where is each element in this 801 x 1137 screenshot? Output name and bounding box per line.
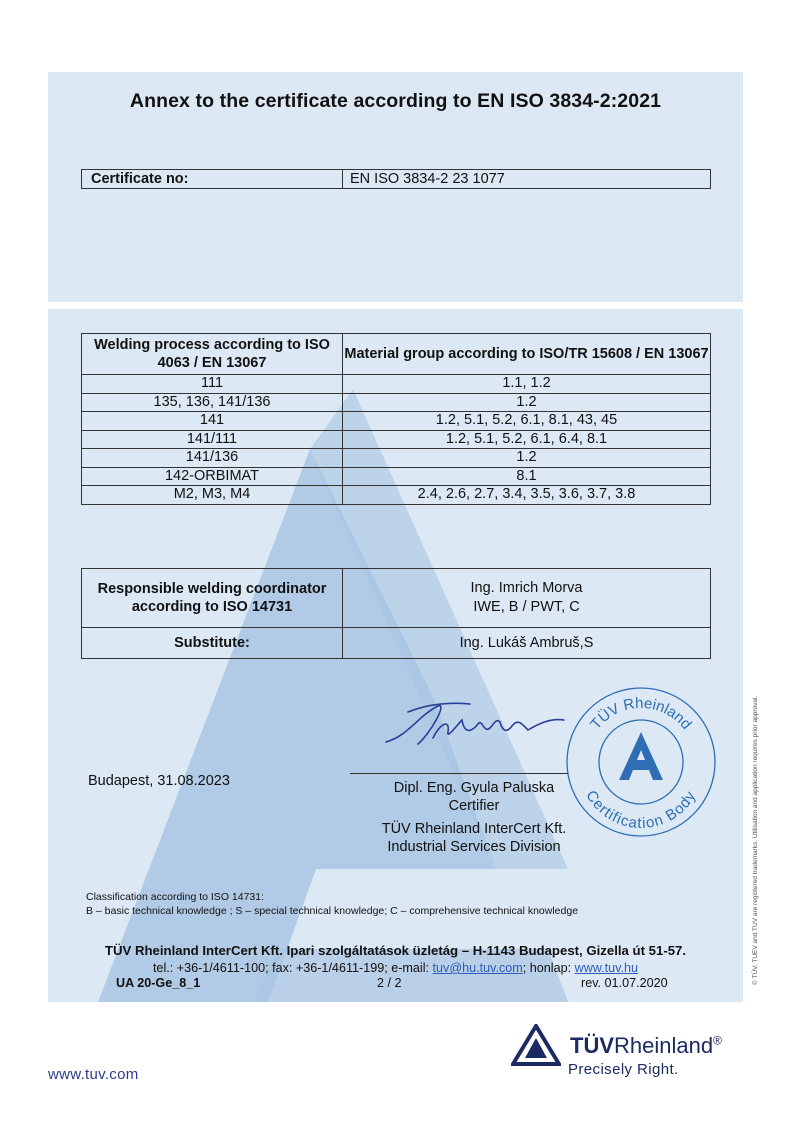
brand-name-regular: Rheinland <box>614 1033 714 1058</box>
brand-slogan: Precisely Right. <box>568 1061 679 1078</box>
table-row <box>82 375 711 394</box>
material-cell: 1.1, 1.2 <box>343 375 711 394</box>
material-cell: 2.4, 2.6, 2.7, 3.4, 3.5, 3.6, 3.7, 3.8 <box>343 486 711 505</box>
revision: rev. 01.07.2020 <box>581 976 668 990</box>
coordinator-qualification: IWE, B / PWT, C <box>473 599 580 615</box>
signature-line <box>350 773 568 774</box>
signer-role: Certifier <box>448 798 500 814</box>
process-cell: 142-ORBIMAT <box>82 467 343 486</box>
stamp-bottom-text: Certification Body <box>582 787 700 833</box>
brand-name <box>570 1033 722 1059</box>
material-cell: 1.2, 5.1, 5.2, 6.1, 8.1, 43, 45 <box>343 412 711 431</box>
coordinator-label: Responsible welding coordinator according to ISO 14731 <box>82 569 343 628</box>
certificate-value: EN ISO 3834-2 23 1077 <box>343 170 711 189</box>
organization-name: TÜV Rheinland InterCert Kft. <box>381 821 567 837</box>
footer-company: TÜV Rheinland InterCert Kft. Ipari szolgáltatások üzletág – H-1143 Budapest, Gizella út 51-57. <box>104 943 687 958</box>
certification-stamp-icon <box>561 682 721 842</box>
table-row <box>82 412 711 431</box>
form-code: UA 20-Ge_8_1 <box>116 976 201 990</box>
process-cell: 111 <box>82 375 343 394</box>
process-cell: 135, 136, 141/136 <box>82 393 343 412</box>
email-link[interactable]: tuv@hu.tuv.com <box>432 961 523 975</box>
process-cell: M2, M3, M4 <box>82 486 343 505</box>
certificate-label: Certificate no: <box>82 170 343 189</box>
process-cell: 141/111 <box>82 430 343 449</box>
table-row <box>82 467 711 486</box>
signature-image <box>378 694 568 754</box>
process-column-header: Welding process according to ISO 4063 / EN 13067 <box>82 334 343 375</box>
page-title: Annex to the certificate according to EN ISO 3834-2:2021 <box>129 90 662 112</box>
table-row <box>82 393 711 412</box>
classification-note <box>86 890 578 918</box>
homepage-link[interactable]: www.tuv.hu <box>574 961 639 975</box>
page-number: 2 / 2 <box>377 976 402 990</box>
contact-text: tel.: +36-1/4611-100; fax: +36-1/4611-199; e-mail: <box>152 961 433 975</box>
table-row <box>82 430 711 449</box>
process-material-table <box>81 333 711 505</box>
trademark-note: © TÜV, TUEV and TUV are registered trademarks. Utilisation and application requires prior approval. <box>752 695 759 985</box>
process-cell: 141 <box>82 412 343 431</box>
signer-name: Dipl. Eng. Gyula Paluska <box>393 780 555 796</box>
contact-separator: ; honlap: <box>522 961 575 975</box>
classification-title: Classification according to ISO 14731: <box>86 891 265 903</box>
substitute-label: Substitute: <box>82 628 343 659</box>
registered-mark: ® <box>713 1033 722 1048</box>
website-link[interactable]: www.tuv.com <box>48 1066 139 1083</box>
coordinator-name: Ing. Imrich Morva <box>470 580 583 596</box>
organization-division: Industrial Services Division <box>387 839 561 855</box>
brand-name-bold: TÜV <box>570 1033 614 1058</box>
classification-legend: B – basic technical knowledge ; S – special technical knowledge; C – comprehensive technical knowledge <box>86 905 579 917</box>
material-cell: 1.2 <box>343 393 711 412</box>
stamp-top-text: TÜV Rheinland <box>587 694 695 733</box>
tuv-triangle-logo-icon <box>511 1024 561 1066</box>
process-cell: 141/136 <box>82 449 343 468</box>
table-row <box>82 486 711 505</box>
substitute-value: Ing. Lukáš Ambruš,S <box>343 628 711 659</box>
place-and-date: Budapest, 31.08.2023 <box>88 773 230 789</box>
certificate-table <box>81 169 711 189</box>
svg-text:TÜV Rheinland <box>587 695 695 733</box>
material-cell: 8.1 <box>343 467 711 486</box>
coordinator-table <box>81 568 711 659</box>
material-cell: 1.2 <box>343 449 711 468</box>
material-cell: 1.2, 5.1, 5.2, 6.1, 6.4, 8.1 <box>343 430 711 449</box>
material-column-header: Material group according to ISO/TR 15608 / EN 13067 <box>343 334 711 375</box>
footer-contact <box>48 961 743 975</box>
table-row <box>82 449 711 468</box>
